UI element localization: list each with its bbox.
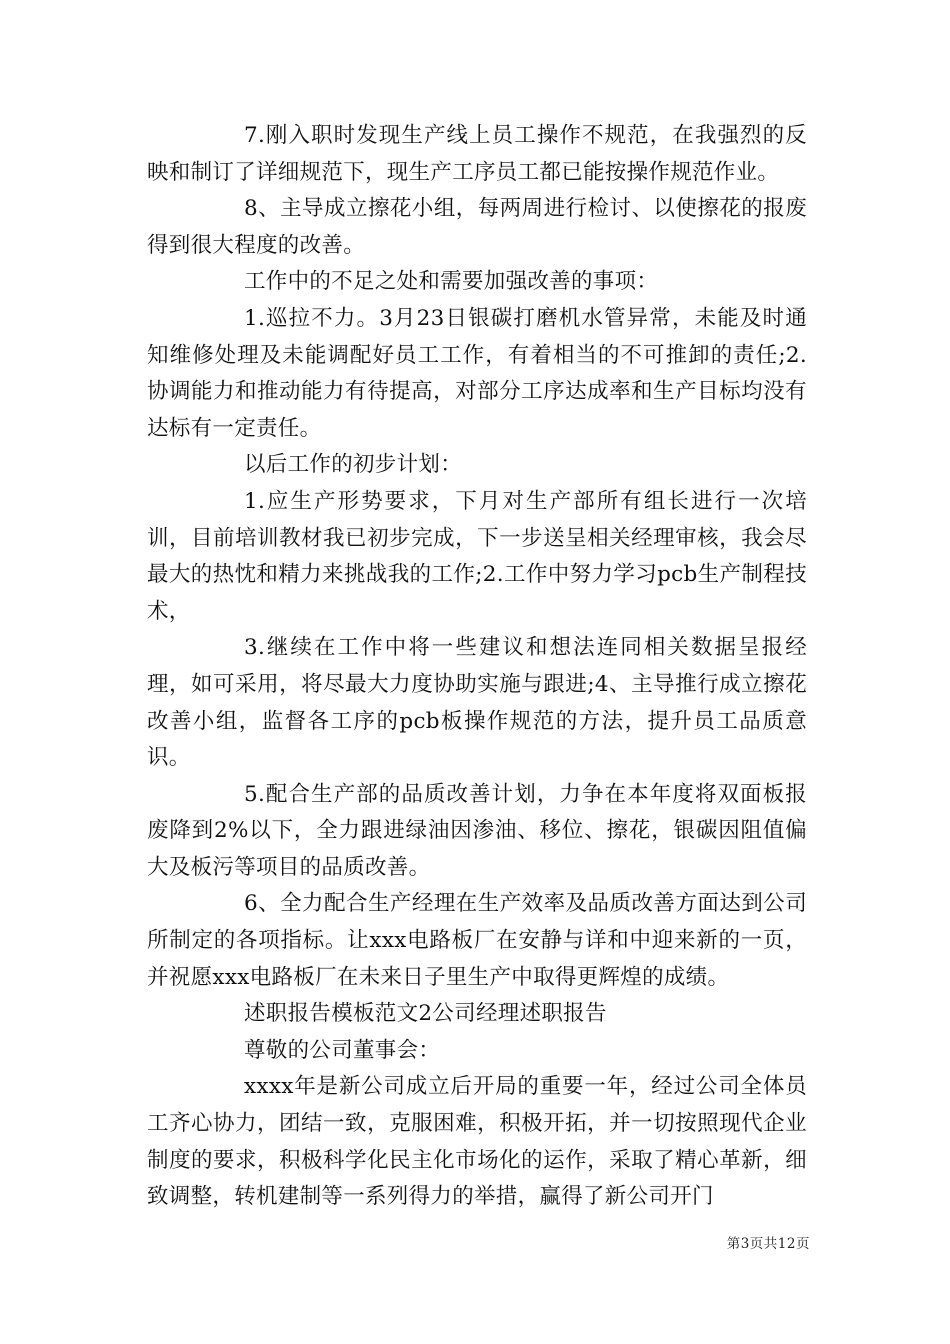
paragraph-plan-5: 5.配合生产部的品质改善计划，力争在本年度将双面板报废降到2%以下，全力跟进绿油因渗油、移位、擦花，银碳因阻值偏大及板污等项目的品质改善。	[147, 781, 807, 880]
salutation: 尊敬的公司董事会：	[244, 1037, 441, 1063]
section-heading-shortcomings: 工作中的不足之处和需要加强改善的事项：	[244, 269, 659, 295]
section-heading-future-plan: 以后工作的初步计划：	[244, 452, 463, 478]
paragraph-plan-1: 1.应生产形势要求，下月对生产部所有组长进行一次培训，目前培训教材我已初步完成，下一步送呈相关经理审核，我会尽最大的热忱和精力来挑战我的工作;2.工作中努力学习pcb生产制程技术，	[147, 488, 807, 624]
paragraph-plan-6: 6、全力配合生产经理在生产效率及品质改善方面达到公司所制定的各项指标。让xxx电路板厂在安静与详和中迎来新的一页，并祝愿xxx电路板厂在未来日子里生产中取得更辉煌的成绩。	[147, 891, 807, 990]
document-body	[147, 118, 807, 1216]
page-number-footer: 第3页共12页	[726, 1236, 810, 1252]
section-title-report-2: 述职报告模板范文2公司经理述职报告	[244, 1001, 607, 1027]
paragraph-shortcomings-detail: 1.巡拉不力。3月23日银碳打磨机水管异常，未能及时通知维修处理及未能调配好员工工作，有着相当的不可推卸的责任;2.协调能力和推动能力有待提高，对部分工序达成率和生产目标均没有达标有一定责任。	[147, 305, 807, 441]
paragraph-plan-3: 3.继续在工作中将一些建议和想法连同相关数据呈报经理，如可采用，将尽最大力度协助实施与跟进;4、主导推行成立擦花改善小组，监督各工序的pcb板操作规范的方法，提升员工品质意识。	[147, 635, 807, 771]
paragraph-report-opening: xxxx年是新公司成立后开局的重要一年，经过公司全体员工齐心协力，团结一致，克服困难，积极开拓，并一切按照现代企业制度的要求，积极科学化民主化市场化的运作，采取了精心革新，细致调整，转机建制等一系列得力的举措，赢得了新公司开门	[147, 1074, 807, 1210]
paragraph-item-7: 7.刚入职时发现生产线上员工操作不规范，在我强烈的反映和制订了详细规范下，现生产工序员工都已能按操作规范作业。	[147, 123, 807, 185]
paragraph-item-8: 8、主导成立擦花小组，每两周进行检讨、以使擦花的报废得到很大程度的改善。	[147, 196, 807, 258]
